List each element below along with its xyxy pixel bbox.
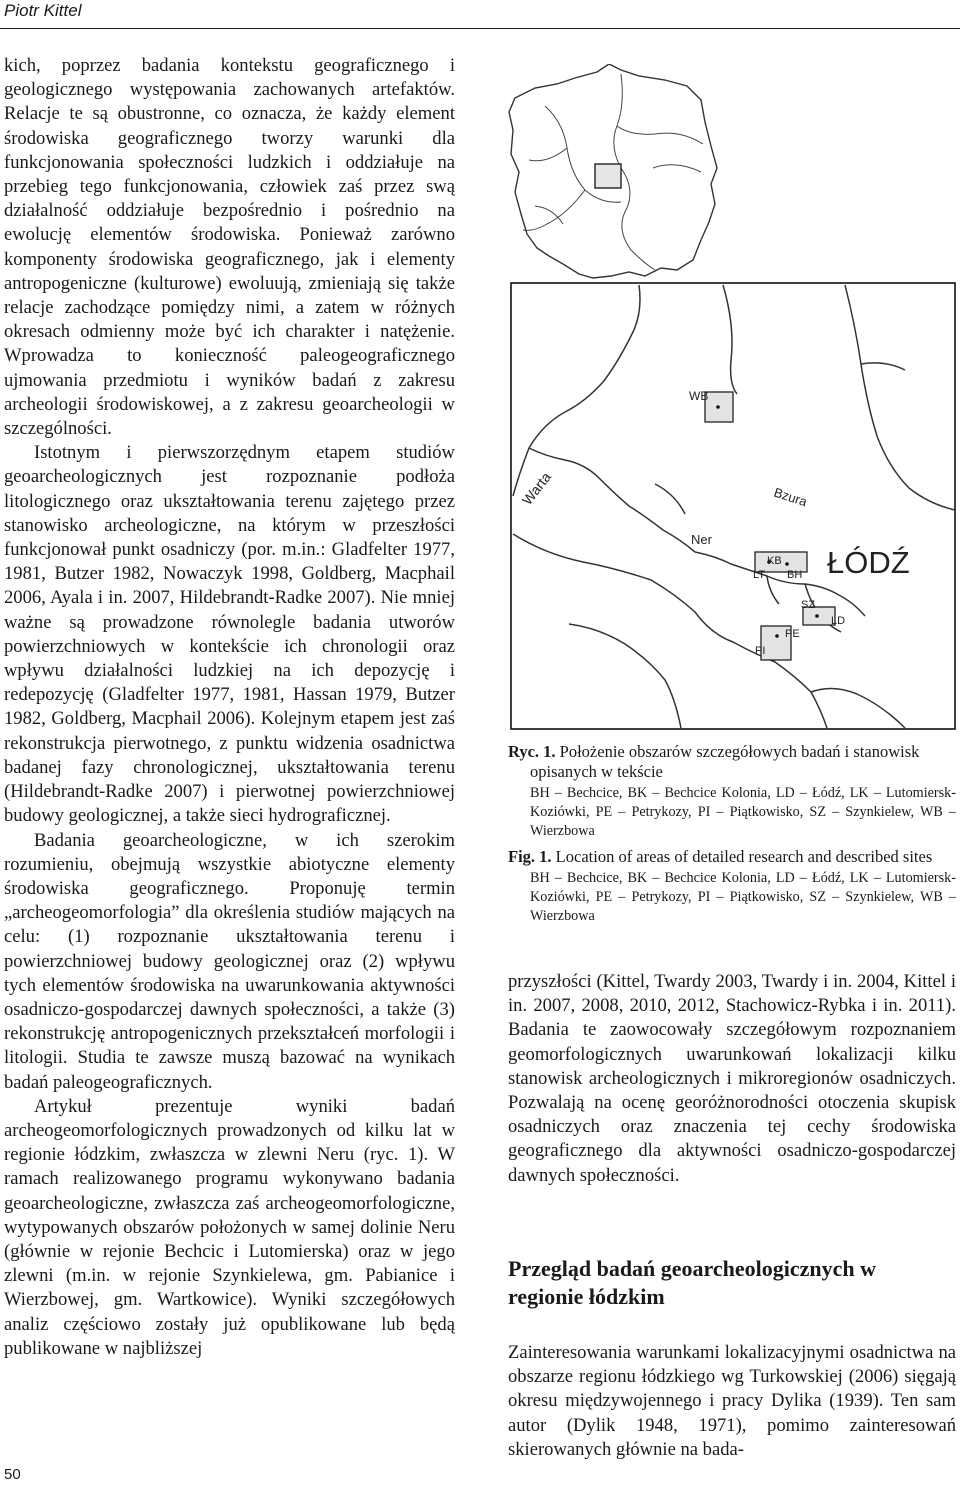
label-ner: Ner — [691, 532, 712, 547]
label-pi: PI — [755, 645, 766, 657]
label-ld: LD — [831, 615, 846, 627]
caption-pl-title — [508, 742, 956, 782]
body-paragraph-3: Badania geoarcheologiczne, w ich szerokim rozumieniu, obejmują wszystkie abiotyczne elementy środowiska geograficznego. Proponuję termin „archeogeomorfologia” dla określenia studiów mających na celu: (1) rozpoznanie ukształtowania terenu i powierzchniowej budowy geologicznej oraz (2) wpływu tych elementów środowiska na uwarunkowania aktywności osadniczo-gospodarczej dawnych społeczności, a także (3) rekonstrukcję antropogenicznych przekształceń morfologii i litologii. Studia te zawsze muszą bazować na wynikach badań paleogeograficznych. — [4, 829, 455, 1093]
detail-map-frame — [511, 283, 955, 729]
figure-map — [505, 64, 957, 732]
label-lt: LT — [753, 569, 766, 581]
caption-en-title — [508, 847, 956, 867]
body-paragraph-4: Artykuł prezentuje wyniki badań archeogeomorfologicznych prowadzonych od kilku lat w regionie łódzkim, zwłaszcza w zlewni Neru (ryc. 1). W ramach realizowanego programu wykonywano badania geoarcheologiczne, zwłaszcza zaś archeogeomorfologiczne, wytypowanych obszarów położonych w samej dolinie Neru (głównie w rejonie Bechcic i Lutomierska) oraz w jego zlewni (m.in. w rejonie Szynkielewa, gm. Pabianice i Wierzbowej, gm. Wartkowice). Wyniki szczegółowych analiz częściowo zostały już opublikowane lub będą publikowane w najbliższej — [4, 1095, 455, 1359]
label-lodz: ŁÓDŹ — [827, 545, 910, 580]
label-bzura: Bzura — [772, 484, 810, 510]
label-kb: KB — [767, 555, 782, 567]
label-pe: PE — [785, 628, 800, 640]
section-paragraph: Zainteresowania warunkami lokalizacyjnymi osadnictwa na obszarze regionu łódzkiego wg Turkowskiej (2006) sięgają okresu międzywojennego i pracy Dylika (1939). Ten sam autor (Dylik 1948, 1971), pomimo zainteresowań skierowanych głównie na bada- — [508, 1342, 956, 1460]
detail-rivers — [513, 285, 955, 728]
running-header-author: Piotr Kittel — [4, 1, 82, 20]
label-warta: Warta — [518, 468, 555, 508]
header-rule — [0, 28, 960, 29]
section-heading: Przegląd badań geoarcheologicznych w regionie łódzkim — [508, 1256, 877, 1309]
left-column — [4, 54, 455, 1361]
label-sz: SZ — [801, 599, 816, 611]
caption-en-legend: BH – Bechcice, BK – Bechcice Kolonia, LD – Łódź, LK – Lutomiersk-Koziówki, PE – Petrykozy, PI – Piątkowisko, SZ – Szynkielew, WB – Wierzbowa — [530, 870, 956, 924]
caption-pl-label: Ryc. 1. — [508, 742, 556, 761]
caption-en-text: Location of areas of detailed research and described sites — [555, 847, 933, 866]
right-column-body — [508, 970, 956, 1188]
figure-caption — [508, 742, 956, 932]
caption-en-label: Fig. 1. — [508, 847, 552, 866]
right-body-paragraph: przyszłości (Kittel, Twardy 2003, Twardy i in. 2004, Kittel i in. 2007, 2008, 2010, 2012, Stachowicz-Rybka i in. 2011). Badania te zaowocowały szczegółowym rozpoznaniem geomorfologicznych uwarunkowań lokalizacji kilku stanowisk archeologicznych i mikroregionów osadniczych. Pozwalają na ocenę georóżnorodności otoczenia skupisk osadniczych oraz znaczenia tej cechy środowiska geograficznego dla aktywności osadniczo-gospodarczej dawnych społeczności. — [508, 971, 956, 1186]
label-bh: BH — [787, 569, 803, 581]
page-number: 50 — [4, 1466, 21, 1483]
caption-pl-text: Położenie obszarów szczegółowych badań i stanowisk opisanych w tekście — [530, 742, 920, 781]
body-paragraph-1: kich, poprzez badania kontekstu geograficznego i geologicznego występowania zachowanych artefaktów. Relacje te są obustronne, co oznacza, że każdy element środowiska geograficznego tworzy warunki dla funkcjonowania społeczności ludzkich i oddziałuje na przebieg tego funkcjonowania, człowiek zaś przez swą działalność oddziałuje bezpośrednio i pośrednio na ewolucję elementów środowiska. Ponieważ zarówno komponenty środowiska geograficznego, jak i elementy antropogeniczne (kulturowe) ewoluują, zmieniają się także relacje zachodzące pomiędzy nimi, a zatem w różnych okresach odmienny może być ich charakter i natężenie. Wprowadza to konieczność paleogeograficznego ujmowania przedmiotu i wyników badań z zakresu archeologii środowiskowej, a z zakresu geoarcheologii w szczególności. — [4, 55, 455, 440]
caption-pl-legend: BH – Bechcice, BK – Bechcice Kolonia, LD – Łódź, LK – Lutomiersk-Koziówki, PE – Petrykozy, PI – Piątkowisko, SZ – Szynkielew, WB – Wierzbowa — [530, 785, 956, 839]
poland-study-area — [595, 164, 621, 188]
label-wb: WB — [689, 389, 709, 403]
right-column-section — [508, 1255, 956, 1462]
body-paragraph-2: Istotnym i pierwszorzędnym etapem studiów geoarcheologicznych jest rozpoznanie podłoża litologicznego oraz ukształtowania terenu zajętego przez stanowisko archeologiczne, na którym w przeszłości funkcjonował punkt osadniczy (por. m.in.: Gladfelter 1977, 1981, Butzer 1982, Nowaczyk 1998, Goldberg, Macphail 2006, Ayala i in. 2007, Hildebrandt-Radke 2007). Nie mniej ważne są prowadzone równolegle badania utworów powierzchniowych w kontekście ich chronologii oraz wpływu działalności ludzkiej na ich depozycję i redepozycję (Gladfelter 1977, 1981, Hassan 1979, Butzer 1982, Goldberg, Macphail 2006). Kolejnym etapem jest zaś rekonstrukcja pierwotnego, z punktu widzenia osadnictwa badanej fazy chronologicznej, ukształtowania terenu (Hildebrandt-Radke 2007) i pierwotnej powierzchniowej budowy geologicznej, a także sieci hydrograficznej. — [4, 442, 455, 827]
